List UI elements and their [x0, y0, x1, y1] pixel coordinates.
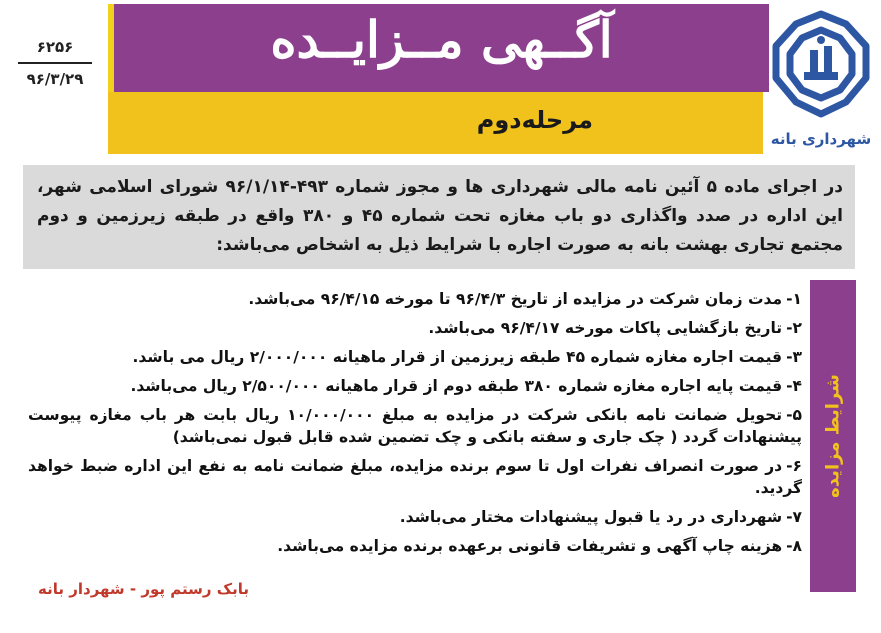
condition-item [28, 317, 802, 339]
municipality-emblem-icon [766, 6, 876, 126]
conditions-label: شرایط مزایده [822, 374, 844, 498]
condition-item [28, 455, 802, 499]
intro-box [23, 165, 855, 269]
condition-item [28, 506, 802, 528]
condition-text: تاریخ بازگشایی پاکات مورخه ۹۶/۴/۱۷ می‌باشد. [428, 319, 783, 337]
condition-number: ۵- [786, 406, 802, 424]
condition-number: ۶- [786, 457, 802, 475]
condition-text: هزینه چاپ آگهی و تشریفات قانونی برعهده برنده مزایده می‌باشد. [277, 537, 783, 555]
condition-text: مدت زمان شرکت در مزایده از تاریخ ۹۶/۴/۳ تا مورخه ۹۶/۴/۱۵ می‌باشد. [248, 290, 783, 308]
condition-item [28, 346, 802, 368]
condition-text: شهرداری در رد یا قبول پیشنهادات مختار می‌باشد. [399, 508, 783, 526]
condition-number: ۱- [786, 290, 802, 308]
notice-date: ۹۶/۳/۲۹ [26, 70, 84, 88]
condition-number: ۷- [786, 508, 802, 526]
condition-text: قیمت پایه اجاره مغازه شماره ۳۸۰ طبقه دوم از قرار ماهیانه ۲/۵۰۰/۰۰۰ ریال می‌باشد. [130, 377, 783, 395]
logo-caption: شهرداری بانه [770, 130, 872, 148]
condition-text: قیمت اجاره مغازه شماره ۴۵ طبقه زیرزمین از قرار ماهیانه ۲/۰۰۰/۰۰۰ ریال می باشد. [132, 348, 783, 366]
condition-item [28, 535, 802, 557]
conditions-list [28, 288, 802, 564]
condition-number: ۳- [786, 348, 802, 366]
condition-item [28, 404, 802, 448]
notice-code [10, 38, 100, 88]
code-divider [18, 62, 92, 64]
condition-number: ۸- [786, 537, 802, 555]
intro-paragraph: در اجرای ماده ۵ آئین نامه مالی شهرداری ها و مجوز شماره ۴۹۳-۹۶/۱/۱۴ شورای اسلامی شهر، این اداره در صدد واگذاری دو باب مغازه تحت شماره ۴۵ و ۳۸۰ واقع در طبقه زیرزمین و دوم مجتمع تجاری بهشت بانه به صورت اجاره با شرایط ذیل به اشخاص می‌باشد: [37, 177, 843, 255]
municipality-logo [766, 6, 876, 156]
condition-text: تحویل ضمانت نامه بانکی شرکت در مزایده به مبلغ ۱۰/۰۰۰/۰۰۰ ریال بابت هر باب مغازه پیوست پیشنهادات گردد ( چک جاری و سفته بانکی و چک تضمین شده قابل قبول نمی‌باشد) [28, 406, 802, 446]
condition-number: ۴- [786, 377, 802, 395]
mayor-signature: بابک رستم پور - شهردار بانه [38, 580, 249, 598]
conditions-tab [810, 280, 856, 592]
condition-item [28, 288, 802, 310]
title-banner [108, 4, 769, 92]
notice-number: ۶۲۵۶ [36, 38, 74, 56]
stage-label: مرحله‌دوم [476, 106, 593, 134]
condition-item [28, 375, 802, 397]
stage-bar [108, 92, 763, 154]
condition-text: در صورت انصراف نفرات اول تا سوم برنده مزایده، مبلغ ضمانت نامه به نفع این اداره ضبط خواهد گردید. [28, 457, 802, 497]
page-title: آگــهی مــزایــده [270, 10, 613, 69]
condition-number: ۲- [786, 319, 802, 337]
